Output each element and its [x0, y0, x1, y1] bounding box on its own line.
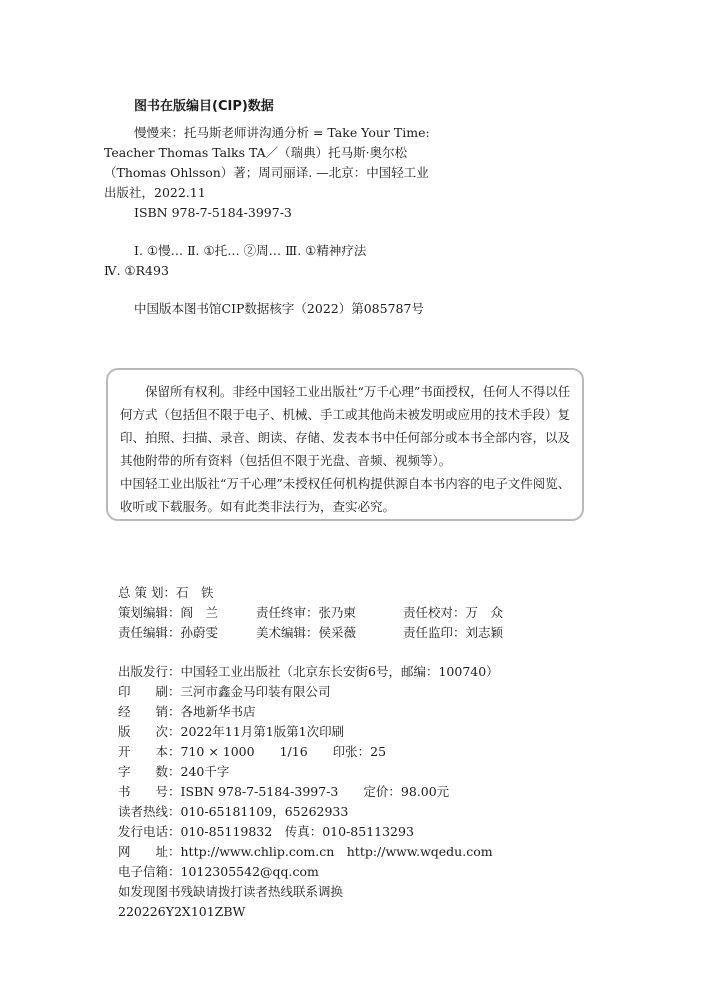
credit-proofreader: 责任校对：万 众 — [403, 605, 504, 620]
cip-line: Teacher Thomas Talks TA／（瑞典）托马斯·奥尔松 — [104, 145, 408, 160]
distributor-line: 经 销：各地新华书店 — [118, 704, 256, 719]
email-line: 电子信箱：1012305542@qq.com — [118, 864, 319, 879]
cip-classification: Ⅰ. ①慢… Ⅱ. ①托… ②周… Ⅲ. ①精神疗法 — [134, 243, 367, 258]
print-code: 220226Y2X101ZBW — [118, 904, 246, 919]
cip-classification: Ⅳ. ①R493 — [104, 263, 169, 278]
credit-responsible-editor: 责任编辑：孙蔚雯 — [118, 625, 219, 640]
cip-block — [104, 123, 430, 319]
credit-final-reviewer: 责任终审：张乃柬 — [256, 605, 357, 620]
word-count-line: 字 数：240千字 — [118, 764, 230, 779]
credit-chief-planner: 总 策 划：石 铁 — [118, 585, 214, 600]
credit-supervisor: 责任监印：刘志颖 — [403, 625, 504, 640]
book-number-line: 书 号：ISBN 978-7-5184-3997-3 定价：98.00元 — [118, 784, 450, 799]
reader-hotline: 读者热线：010-65181109，65262933 — [118, 804, 349, 819]
credit-art-editor: 美术编辑：侯采薇 — [256, 625, 357, 640]
publisher-line: 出版发行：中国轻工业出版社（北京东长安街6号，邮编：100740） — [118, 664, 499, 679]
defect-notice: 如发现图书残缺请拨打读者热线联系调换 — [118, 884, 344, 899]
cip-title: 图书在版编目(CIP)数据 — [134, 99, 274, 114]
edition-line: 版 次：2022年11月第1版第1次印刷 — [118, 724, 345, 739]
copyright-paragraph: 中国轻工业出版社“万千心理”未授权任何机构提供源自本书内容的电子文件阅览、收听或下载服务。如有此类非法行为，查实必究。 — [120, 476, 571, 514]
cip-line: 出版社，2022.11 — [104, 185, 206, 200]
credit-planning-editor: 策划编辑：阎 兰 — [118, 605, 219, 620]
cip-line: 慢慢来：托马斯老师讲沟通分析 = Take Your Time: — [134, 125, 430, 140]
cip-line: （Thomas Ohlsson）著；周司丽译. —北京：中国轻工业 — [104, 165, 429, 180]
printer-line: 印 刷：三河市鑫金马印装有限公司 — [118, 684, 331, 699]
copyright-notice-box — [106, 368, 584, 521]
sales-phone-line: 发行电话：010-85119832 传真：010-85113293 — [118, 824, 414, 839]
website-line: 网 址：http://www.chlip.com.cn http://www.wqedu.com — [118, 844, 493, 859]
copyright-paragraph: 保留所有权利。非经中国轻工业出版社“万千心理”书面授权，任何人不得以任何方式（包括但不限于电子、机械、手工或其他尚未被发明或应用的技术手段）复印、拍照、扫描、录音、朗读、存储、发表本书中任何部分或本书全部内容，以及其他附带的所有资料（包括但不限于光盘、音频、视频等）。 — [120, 384, 571, 468]
format-line: 开 本：710 × 1000 1/16 印张：25 — [118, 744, 387, 759]
cip-record-number: 中国版本图书馆CIP数据核字（2022）第085787号 — [134, 301, 424, 316]
cip-isbn: ISBN 978-7-5184-3997-3 — [134, 205, 292, 220]
